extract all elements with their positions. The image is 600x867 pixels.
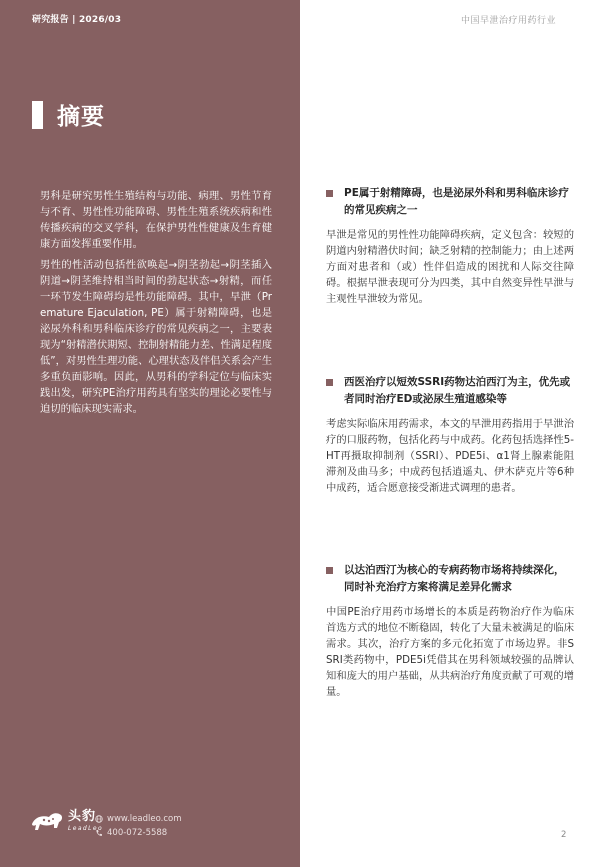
square-bullet-icon: [326, 190, 333, 197]
heading-bar: [32, 101, 43, 129]
left-summary: [40, 188, 272, 422]
key-point-title: PE属于射精障碍，也是泌尿外科和男科临床诊疗的常见疾病之一: [326, 185, 574, 219]
key-point-body: 早泄是常见的男性性功能障碍疾病，定义包含：较短的阴道内射精潜伏时间；缺乏射精的控制能力；由上述两方面对患者和（或）性伴侣造成的困扰和人际交往障碍。根据早泄表现可分为四类，其中自然变异性早泄与主观性早泄较为常见。: [326, 229, 574, 305]
phone-row: [95, 826, 181, 840]
key-point-title: 西医治疗以短效SSRI药物达泊西汀为主，优先或者同时治疗ED或泌尿生殖道感染等: [326, 374, 574, 408]
logo-chinese-name: 头豹: [68, 808, 97, 824]
section-title: 摘要: [57, 104, 105, 130]
square-bullet-icon: [326, 379, 333, 386]
section-heading: [32, 98, 105, 131]
page-number: 2: [561, 830, 567, 840]
website-row: [95, 812, 181, 826]
key-point-2: [326, 374, 574, 496]
leopard-logo-icon: [30, 808, 64, 834]
key-point-3: [326, 562, 574, 700]
globe-icon: [95, 815, 103, 823]
key-point-title: 以达泊西汀为核心的专病药物市场将持续深化，同时补充治疗方案将满足差异化需求: [326, 562, 574, 596]
report-label: 研究报告 | 2026/03: [32, 15, 122, 25]
website-link[interactable]: www.leadleo.com: [107, 814, 182, 824]
key-point-1: [326, 185, 574, 307]
logo-english-name: LeadLeo: [68, 824, 104, 832]
square-bullet-icon: [326, 567, 333, 574]
phone-number: 400-072-5588: [107, 828, 168, 838]
key-point-body: 考虑实际临床用药需求，本文的早泄用药指用于早泄治疗的口服药物，包括化药与中成药。化药包括选择性5-HT再摄取抑制剂（SSRI）、PDE5i、α1肾上腺素能阻滞剂及曲马多；中成药包括逍遥丸、伊木萨克片等6种中成药，适合愿意接受渐进式调理的患者。: [326, 418, 574, 494]
key-point-body: 中国PE治疗用药市场增长的本质是药物治疗作为临床首选方式的地位不断稳固，转化了大量未被满足的临床需求。其次，治疗方案的多元化拓宽了市场边界。非SSRI类药物中，PDE5i凭借其在男科领域较强的品牌认知和庞大的用户基础，从共病治疗角度贡献了可观的增量。: [326, 606, 574, 698]
phone-icon: [95, 829, 103, 837]
company-logo: [30, 808, 103, 834]
industry-label: 中国早泄治疗用药行业: [460, 16, 556, 26]
summary-paragraph-2: 男性的性活动包括性欲唤起→阴茎勃起→阴茎插入阴道→阴茎维持相当时间的勃起状态→射精，而任一环节发生障碍均是性功能障碍。其中，早泄（Premature Ejaculation, PE）属于射精障碍，也是泌尿外科和男科临床诊疗的常见疾病之一，主要表现为“射精潜伏期短、控制射精能力差、性满足程度低”，对男性生理功能、心理状态及伴侣关系会产生多重负面影响。因此，从男科的学科定位与临床实践出发，研究PE治疗用药具有坚实的理论必要性与迫切的临床现实需求。: [40, 259, 272, 415]
summary-paragraph-1: 男科是研究男性生殖结构与功能、病理、男性节育与不育、男性性功能障碍、男性生殖系统疾病和性传播疾病的交叉学科，在保护男性性健康及生育健康方面发挥重要作用。: [40, 190, 272, 250]
footer-contacts: [95, 812, 181, 840]
